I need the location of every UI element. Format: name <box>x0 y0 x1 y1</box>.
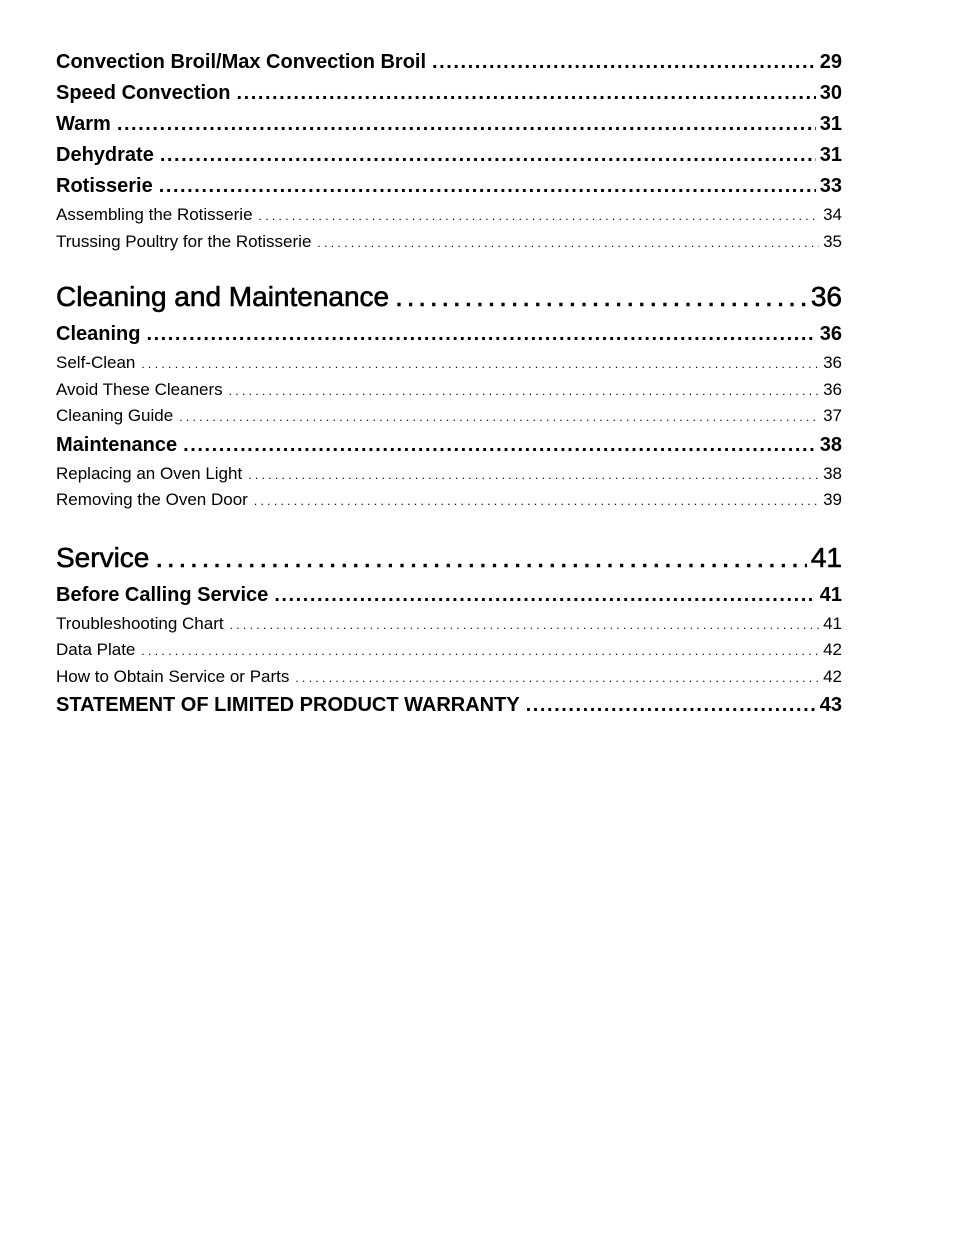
dot-leader <box>117 109 816 140</box>
toc-entry-title: Self-Clean <box>56 353 136 372</box>
toc-entry-title: Before Calling Service <box>56 583 269 606</box>
toc-entry-page: 38 <box>823 463 842 483</box>
toc-section-heading[interactable] <box>56 536 842 580</box>
dot-leader <box>274 580 815 611</box>
dot-leader <box>229 377 819 404</box>
dot-leader <box>395 275 807 319</box>
toc-entry-title: Trussing Poultry for the Rotisserie <box>56 231 312 251</box>
toc-entry[interactable] <box>56 637 842 664</box>
toc-entry[interactable] <box>56 78 842 109</box>
table-of-contents <box>56 47 842 721</box>
toc-entry-page: 38 <box>819 433 842 456</box>
toc-entry-page: 37 <box>823 406 842 425</box>
toc-entry[interactable] <box>56 403 842 430</box>
toc-entry-page: 41 <box>823 613 842 633</box>
toc-entry-title: Maintenance <box>56 433 178 456</box>
dot-leader <box>295 664 819 691</box>
toc-entry[interactable] <box>56 487 842 514</box>
toc-entry-page: 36 <box>819 323 842 345</box>
dot-leader <box>248 461 819 488</box>
toc-entry[interactable] <box>56 109 842 140</box>
toc-entry-title: Service <box>56 541 150 573</box>
toc-entry-page: 41 <box>810 541 842 573</box>
toc-entry-title: Cleaning <box>56 323 141 345</box>
toc-entry[interactable] <box>56 580 842 611</box>
toc-entry-page: 36 <box>823 379 842 399</box>
toc-section-heading[interactable] <box>56 275 842 319</box>
dot-leader <box>526 690 816 721</box>
dot-leader <box>179 403 819 430</box>
toc-entry-title: Convection Broil/Max Convection Broil <box>56 51 427 73</box>
dot-leader <box>259 202 820 229</box>
toc-entry[interactable] <box>56 140 842 171</box>
dot-leader <box>146 319 815 350</box>
toc-entry-title: Dehydrate <box>56 144 154 166</box>
dot-leader <box>183 430 816 461</box>
toc-entry-title: Avoid These Cleaners <box>56 379 223 399</box>
toc-entry-title: Troubleshooting Chart <box>56 613 224 633</box>
toc-entry[interactable] <box>56 47 842 78</box>
toc-entry-page: 39 <box>823 490 842 509</box>
toc-entry-title: Replacing an Oven Light <box>56 463 243 483</box>
toc-entry-page: 43 <box>819 694 842 716</box>
dot-leader <box>141 350 819 377</box>
toc-entry-page: 36 <box>823 353 842 372</box>
toc-entry-page: 34 <box>823 205 842 224</box>
toc-entry-title: Cleaning Guide <box>56 406 174 425</box>
dot-leader <box>254 487 819 514</box>
toc-entry[interactable] <box>56 377 842 404</box>
dot-leader <box>230 611 820 638</box>
dot-leader <box>160 140 816 171</box>
toc-entry[interactable] <box>56 229 842 256</box>
toc-entry-page: 41 <box>819 583 842 606</box>
toc-entry[interactable] <box>56 171 842 202</box>
toc-entry-page: 31 <box>819 144 842 166</box>
toc-entry-page: 30 <box>819 82 842 104</box>
toc-entry-page: 31 <box>819 113 842 135</box>
toc-entry-title: Speed Convection <box>56 82 231 104</box>
dot-leader <box>432 47 816 78</box>
toc-entry-title: Data Plate <box>56 640 136 659</box>
toc-entry-page: 33 <box>819 175 842 197</box>
toc-entry-title: STATEMENT OF LIMITED PRODUCT WARRANTY <box>56 694 520 716</box>
toc-entry-page: 42 <box>823 666 842 686</box>
dot-leader <box>159 171 816 202</box>
toc-entry[interactable] <box>56 430 842 461</box>
toc-entry-title: Cleaning and Maintenance <box>56 281 390 312</box>
toc-entry[interactable] <box>56 664 842 691</box>
toc-entry[interactable] <box>56 350 842 377</box>
dot-leader <box>141 637 819 664</box>
toc-entry-title: How to Obtain Service or Parts <box>56 666 290 686</box>
toc-entry-title: Removing the Oven Door <box>56 490 248 509</box>
dot-leader <box>155 536 806 580</box>
dot-leader <box>317 229 819 256</box>
toc-entry-page: 42 <box>823 640 842 659</box>
toc-entry[interactable] <box>56 611 842 638</box>
toc-entry-title: Warm <box>56 113 111 135</box>
toc-entry[interactable] <box>56 461 842 488</box>
toc-entry-page: 35 <box>823 231 842 251</box>
toc-entry[interactable] <box>56 690 842 721</box>
toc-entry-page: 29 <box>819 51 842 73</box>
toc-entry-page: 36 <box>810 281 842 312</box>
toc-entry-title: Assembling the Rotisserie <box>56 205 253 224</box>
toc-entry-title: Rotisserie <box>56 175 153 197</box>
toc-entry[interactable] <box>56 319 842 350</box>
toc-entry[interactable] <box>56 202 842 229</box>
dot-leader <box>236 78 815 109</box>
